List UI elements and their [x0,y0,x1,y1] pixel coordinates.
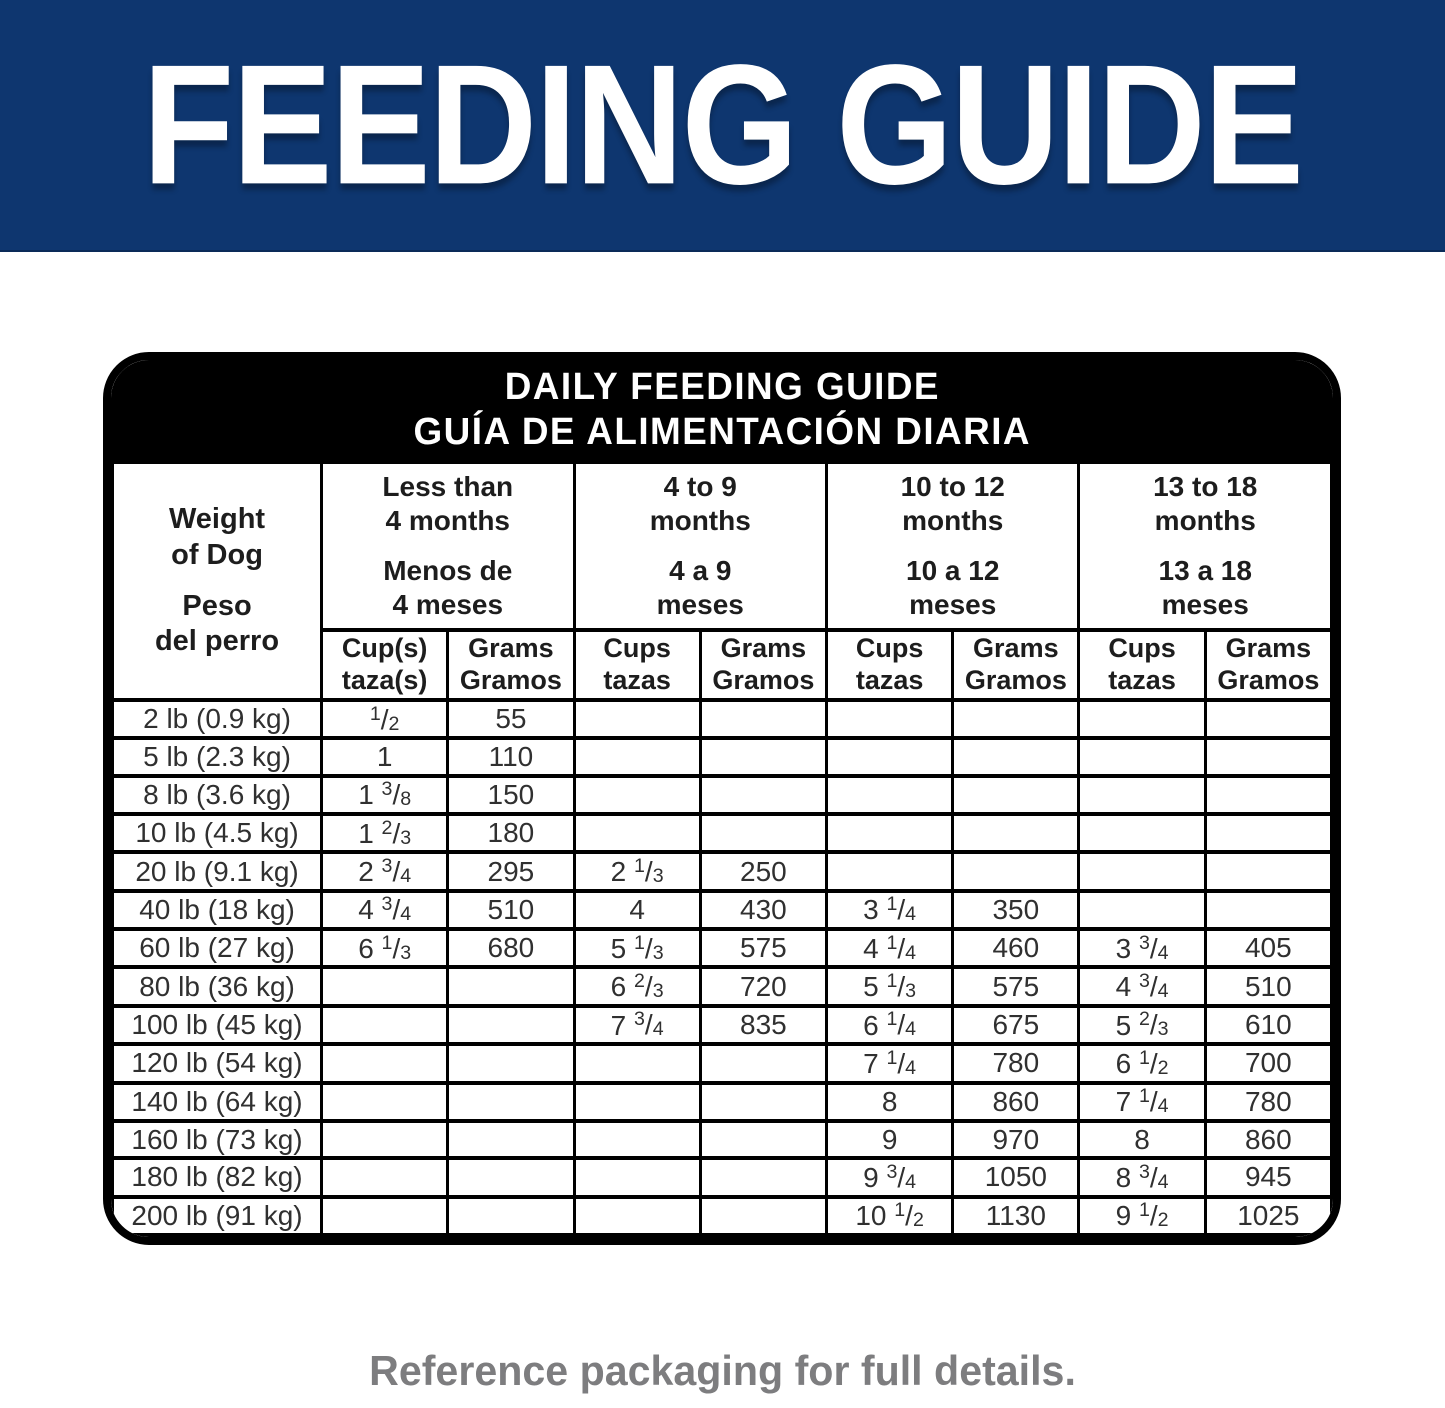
value-cell: 7 $^1$/4 [1079,1083,1205,1121]
value-cell: 1130 [953,1197,1079,1235]
value-cell [322,1121,448,1158]
weight-cell: 140 lb (64 kg) [113,1083,322,1121]
value-cell [826,776,952,814]
weight-cell: 5 lb (2.3 kg) [113,738,322,775]
value-cell: 10 $^1$/2 [826,1197,952,1235]
feeding-guide-card [103,352,1341,1245]
value-cell: 3 $^1$/4 [826,891,952,929]
value-cell: 460 [953,929,1079,967]
value-cell [574,776,700,814]
value-cell [700,1121,826,1158]
value-cell [700,814,826,852]
table-row [113,738,1332,775]
weight-header-cell: Weight of Dog Peso del perro [113,462,322,700]
value-cell [574,1044,700,1082]
value-cell: 7 $^1$/4 [826,1044,952,1082]
value-cell [953,776,1079,814]
table-row [113,1006,1332,1044]
value-cell [322,1006,448,1044]
cups-subheader-cell: Cup(s) taza(s) [322,630,448,700]
value-cell: 4 $^3$/4 [1079,967,1205,1005]
value-cell [574,738,700,775]
value-cell: 150 [448,776,574,814]
value-cell [953,738,1079,775]
value-cell [700,738,826,775]
page-title: FEEDING GUIDE [142,29,1303,221]
table-row [113,967,1332,1005]
value-cell: 675 [953,1006,1079,1044]
grams-subheader-cell: Grams Gramos [953,630,1079,700]
value-cell [574,814,700,852]
table-row [113,891,1332,929]
weight-cell: 120 lb (54 kg) [113,1044,322,1082]
value-cell [1079,700,1205,738]
grams-subheader-cell: Grams Gramos [1205,630,1331,700]
value-cell: 860 [1205,1121,1331,1158]
value-cell [1205,776,1331,814]
value-cell: 9 [826,1121,952,1158]
table-row [113,1197,1332,1235]
table-row [113,1158,1332,1196]
value-cell: 295 [448,852,574,890]
value-cell: 7 $^3$/4 [574,1006,700,1044]
value-cell [1079,891,1205,929]
value-cell: 430 [700,891,826,929]
value-cell: 55 [448,700,574,738]
weight-cell: 40 lb (18 kg) [113,891,322,929]
value-cell: 3 $^3$/4 [1079,929,1205,967]
value-cell: 5 $^1$/3 [826,967,952,1005]
grams-subheader-cell: Grams Gramos [448,630,574,700]
value-cell [953,700,1079,738]
value-cell: 8 $^3$/4 [1079,1158,1205,1196]
value-cell: 680 [448,929,574,967]
value-cell: 610 [1205,1006,1331,1044]
value-cell: 5 $^2$/3 [1079,1006,1205,1044]
table-title-es: GUÍA DE ALIMENTACIÓN DIARIA [413,410,1031,453]
value-cell [448,1197,574,1235]
value-cell [1205,814,1331,852]
value-cell: 5 $^1$/3 [574,929,700,967]
value-cell [953,852,1079,890]
value-cell: 6 $^1$/2 [1079,1044,1205,1082]
value-cell: 945 [1205,1158,1331,1196]
value-cell [448,1083,574,1121]
weight-cell: 8 lb (3.6 kg) [113,776,322,814]
banner [0,0,1445,252]
cups-subheader-cell: Cups tazas [574,630,700,700]
value-cell [1079,814,1205,852]
value-cell [826,814,952,852]
value-cell [1205,700,1331,738]
value-cell [700,1044,826,1082]
value-cell [700,776,826,814]
value-cell [322,1158,448,1196]
value-cell [322,1044,448,1082]
value-cell [1205,891,1331,929]
value-cell [826,738,952,775]
value-cell: 405 [1205,929,1331,967]
value-cell: 1050 [953,1158,1079,1196]
value-cell: 575 [953,967,1079,1005]
table-row [113,776,1332,814]
weight-cell: 180 lb (82 kg) [113,1158,322,1196]
value-cell: 6 $^2$/3 [574,967,700,1005]
value-cell [574,1197,700,1235]
weight-cell: 2 lb (0.9 kg) [113,700,322,738]
weight-cell: 80 lb (36 kg) [113,967,322,1005]
value-cell [448,967,574,1005]
value-cell [574,700,700,738]
weight-cell: 100 lb (45 kg) [113,1006,322,1044]
value-cell [448,1006,574,1044]
weight-cell: 20 lb (9.1 kg) [113,852,322,890]
value-cell: 9 $^1$/2 [1079,1197,1205,1235]
value-cell: 4 [574,891,700,929]
value-cell: 180 [448,814,574,852]
cups-subheader-cell: Cups tazas [826,630,952,700]
value-cell [448,1158,574,1196]
value-cell: 1025 [1205,1197,1331,1235]
value-cell: 510 [448,891,574,929]
weight-cell: 200 lb (91 kg) [113,1197,322,1235]
value-cell [700,1083,826,1121]
value-cell: 4 $^1$/4 [826,929,952,967]
table-row [113,1083,1332,1121]
table-row [113,814,1332,852]
value-cell: 9 $^3$/4 [826,1158,952,1196]
table-row [113,929,1332,967]
age-group-header-cell: 10 to 12 months 10 a 12 meses [826,462,1078,630]
age-group-header-cell: 4 to 9 months 4 a 9 meses [574,462,826,630]
table-row [113,852,1332,890]
value-cell [700,700,826,738]
value-cell [700,1158,826,1196]
cups-subheader-cell: Cups tazas [1079,630,1205,700]
value-cell: 970 [953,1121,1079,1158]
value-cell [574,1121,700,1158]
value-cell [448,1044,574,1082]
weight-cell: 160 lb (73 kg) [113,1121,322,1158]
value-cell [826,700,952,738]
weight-cell: 60 lb (27 kg) [113,929,322,967]
value-cell: 250 [700,852,826,890]
table-title-bar [111,360,1333,460]
value-cell: 8 [826,1083,952,1121]
table-row [113,700,1332,738]
value-cell [953,814,1079,852]
value-cell: $^1$/2 [322,700,448,738]
table-row [113,1121,1332,1158]
value-cell: 780 [1205,1083,1331,1121]
value-cell [826,852,952,890]
value-cell: 575 [700,929,826,967]
value-cell: 835 [700,1006,826,1044]
value-cell [322,967,448,1005]
value-cell: 780 [953,1044,1079,1082]
value-cell: 1 $^2$/3 [322,814,448,852]
value-cell: 8 [1079,1121,1205,1158]
value-cell [448,1121,574,1158]
value-cell [574,1158,700,1196]
value-cell: 720 [700,967,826,1005]
value-cell: 700 [1205,1044,1331,1082]
value-cell [322,1083,448,1121]
table-row [113,1044,1332,1082]
value-cell [1079,738,1205,775]
grams-subheader-cell: Grams Gramos [700,630,826,700]
value-cell: 1 $^3$/8 [322,776,448,814]
value-cell: 6 $^1$/4 [826,1006,952,1044]
value-cell [1079,852,1205,890]
weight-cell: 10 lb (4.5 kg) [113,814,322,852]
value-cell: 2 $^3$/4 [322,852,448,890]
footer-note: Reference packaging for full details. [369,1347,1076,1394]
value-cell: 4 $^3$/4 [322,891,448,929]
value-cell: 6 $^1$/3 [322,929,448,967]
header-row [113,462,1332,630]
age-group-header-cell: 13 to 18 months 13 a 18 meses [1079,462,1332,630]
value-cell: 110 [448,738,574,775]
table-title-en: DAILY FEEDING GUIDE [504,365,940,408]
feeding-table [111,460,1333,1237]
age-group-header-cell: Less than 4 months Menos de 4 meses [322,462,574,630]
value-cell [1205,852,1331,890]
value-cell [1205,738,1331,775]
value-cell: 860 [953,1083,1079,1121]
value-cell [322,1197,448,1235]
value-cell: 510 [1205,967,1331,1005]
value-cell: 350 [953,891,1079,929]
value-cell: 2 $^1$/3 [574,852,700,890]
value-cell [574,1083,700,1121]
value-cell [1079,776,1205,814]
value-cell: 1 [322,738,448,775]
value-cell [700,1197,826,1235]
